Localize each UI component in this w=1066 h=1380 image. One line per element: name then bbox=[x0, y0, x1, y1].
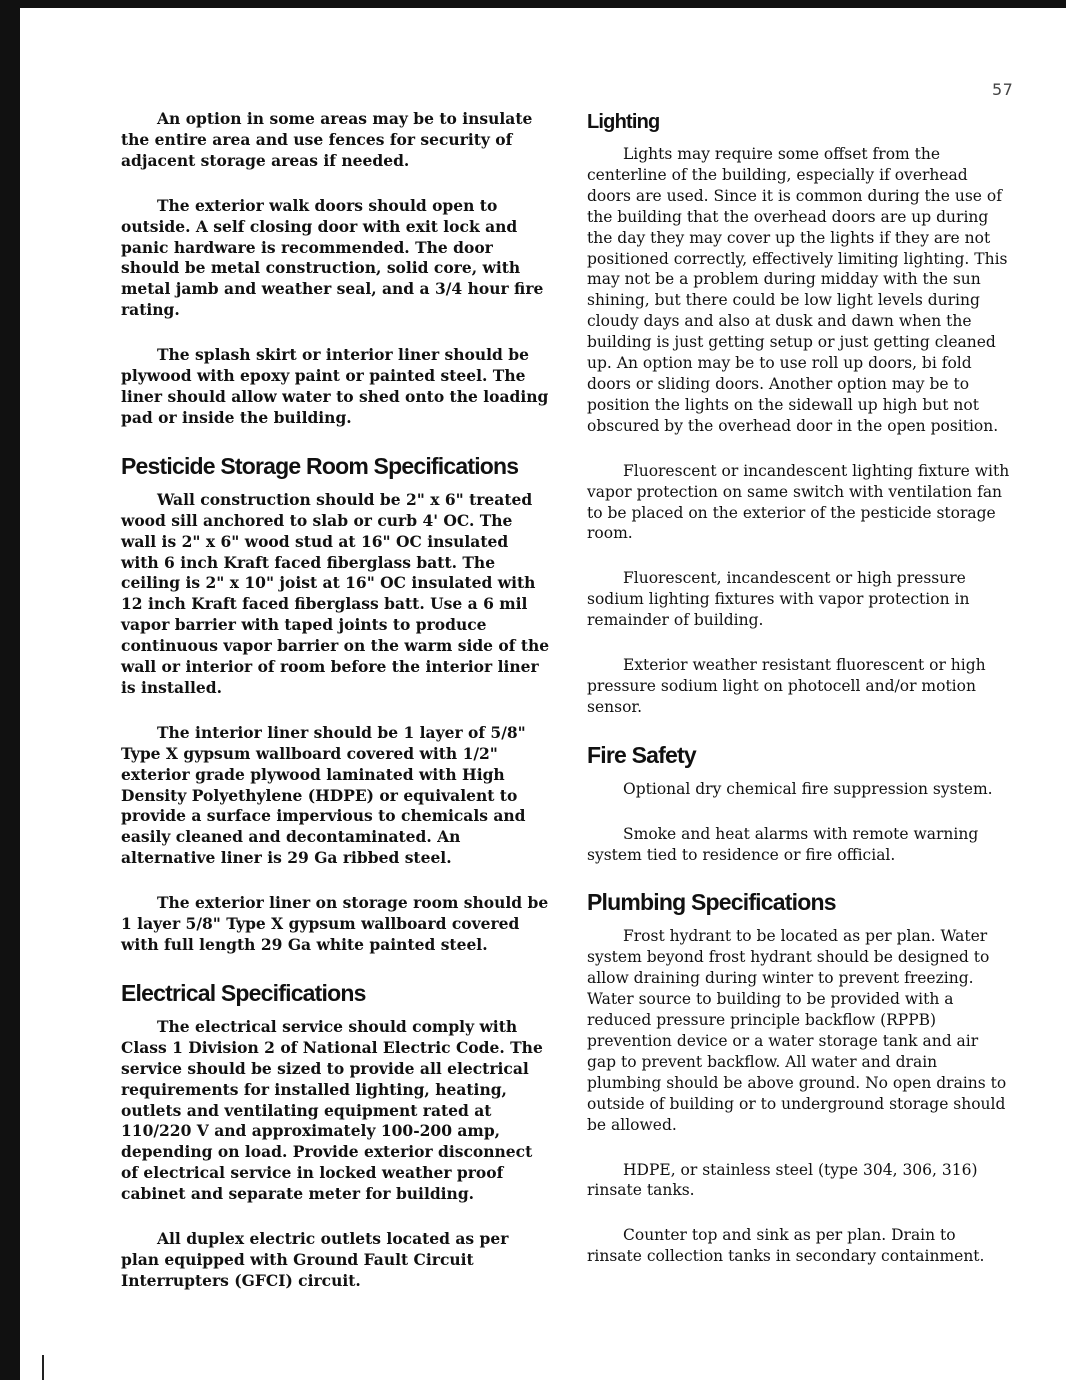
heading-electrical-specifications: Electrical Specifications bbox=[121, 979, 366, 1006]
paragraph-interior-liner: The interior liner should be 1 layer of 5/8" Type X gypsum wallboard covered with 1/2" exterior grade plywood laminated with High Density Polyethylene (HDPE) or equivalent to provide a surface impervious to chemicals and easily cleaned and decontaminated. An alternative liner is 29 Ga ribbed steel. bbox=[121, 722, 526, 868]
heading-plumbing-specifications: Plumbing Specifications bbox=[587, 889, 836, 916]
paragraph-remainder-lighting: Fluorescent, incandescent or high pressure sodium lighting fixtures with vapor protection in remainder of building. bbox=[587, 569, 970, 630]
heading-fire-safety: Fire Safety bbox=[587, 741, 696, 768]
paragraph-lights-offset: Lights may require some offset from the centerline of the building, especially if overhead doors are used. Since it is common during the use of the building that the overhead doors are up during the day they may cover up the lights if they are not positioned correctly, effectively limiting lighting. This may not be a problem during midday with the sun shining, but there could be low light levels during cloudy days and also at dusk and dawn when the building is just getting setup or just getting cleaned up. An option may be to use roll up doors, bi fold doors or sliding doors. Another option may be to position the lights on the sidewall up high but not obscured by the overhead door in the open position. bbox=[587, 145, 1008, 435]
paragraph-smoke-alarms: Smoke and heat alarms with remote warning system tied to residence or fire official. bbox=[587, 824, 979, 864]
paragraph-frost-hydrant: Frost hydrant to be located as per plan. Water system beyond frost hydrant should be designed to allow draining during winter to prevent freezing. Water source to building to be provided with a reduced pressure principle backflow (RPPB) prevention device or a water storage tank and air gap to prevent backflow. All water and drain plumbing should be above ground. No open drains to outside of building or to underground storage should be allowed. bbox=[587, 927, 1007, 1134]
paragraph-exterior-light: Exterior weather resistant fluorescent or high pressure sodium light on photocell and/or motion sensor. bbox=[587, 656, 986, 716]
paragraph-electrical-service: The electrical service should comply with Class 1 Division 2 of National Electric Code. The service should be sized to provide all electrical requirements for installed lighting, heating, outlets and ventilating equipment rated at 110/220 V and approximately 100-200 amp, depending on load. Provide exterior disconnect of electrical service in locked weather proof cabinet and separate meter for building. bbox=[121, 1016, 543, 1204]
scan-border-top bbox=[20, 0, 1066, 8]
paragraph-fire-suppression: Optional dry chemical fire suppression system. bbox=[623, 779, 993, 798]
paragraph-splash-skirt: The splash skirt or interior liner should be plywood with epoxy paint or painted steel. The liner should allow water to shed onto the loading pad or inside the building. bbox=[121, 345, 549, 427]
paragraph-insulate-option: An option in some areas may be to insulate the entire area and use fences for security of adjacent storage areas if needed. bbox=[121, 109, 533, 170]
page-number: 57 bbox=[992, 80, 1014, 99]
paragraph-storage-room-lighting: Fluorescent or incandescent lighting fixture with vapor protection on same switch with ventilation fan to be placed on the exterior of the pesticide storage room. bbox=[587, 461, 1010, 543]
paragraph-exterior-walk-doors: The exterior walk doors should open to outside. A self closing door with exit lock and panic hardware is recommended. The door should be metal construction, solid core, with metal jamb and weather seal, and a 3/4 hour fire rating. bbox=[121, 195, 544, 320]
scan-artifact-mark bbox=[42, 1355, 44, 1380]
heading-pesticide-storage-room: Pesticide Storage Room Specifications bbox=[121, 452, 519, 479]
scan-border-left bbox=[0, 0, 20, 1380]
paragraph-exterior-liner: The exterior liner on storage room should be 1 layer 5/8" Type X gypsum wallboard covered with full length 29 Ga white painted steel. bbox=[121, 893, 549, 954]
right-column bbox=[587, 109, 1012, 1291]
paragraph-rinsate-tanks: HDPE, or stainless steel (type 304, 306, 316) rinsate tanks. bbox=[587, 1160, 978, 1200]
left-column bbox=[121, 109, 551, 1316]
paragraph-counter-top-sink: Counter top and sink as per plan. Drain to rinsate collection tanks in secondary containment. bbox=[587, 1226, 985, 1266]
paragraph-wall-construction: Wall construction should be 2" x 6" treated wood sill anchored to slab or curb 4' OC. The wall is 2" x 6" wood stud at 16" OC insulated with 6 inch Kraft faced fiberglass batt. The ceiling is 2" x 10" joist at 16" OC insulated with 12 inch Kraft faced fiberglass batt. Use a 6 mil vapor barrier with taped joints to produce continuous vapor barrier on the warm side of the wall or interior of room before the interior liner is installed. bbox=[121, 489, 550, 697]
paragraph-duplex-outlets: All duplex electric outlets located as per plan equipped with Ground Fault Circuit Interrupters (GFCI) circuit. bbox=[121, 1229, 509, 1290]
heading-lighting: Lighting bbox=[587, 111, 660, 133]
